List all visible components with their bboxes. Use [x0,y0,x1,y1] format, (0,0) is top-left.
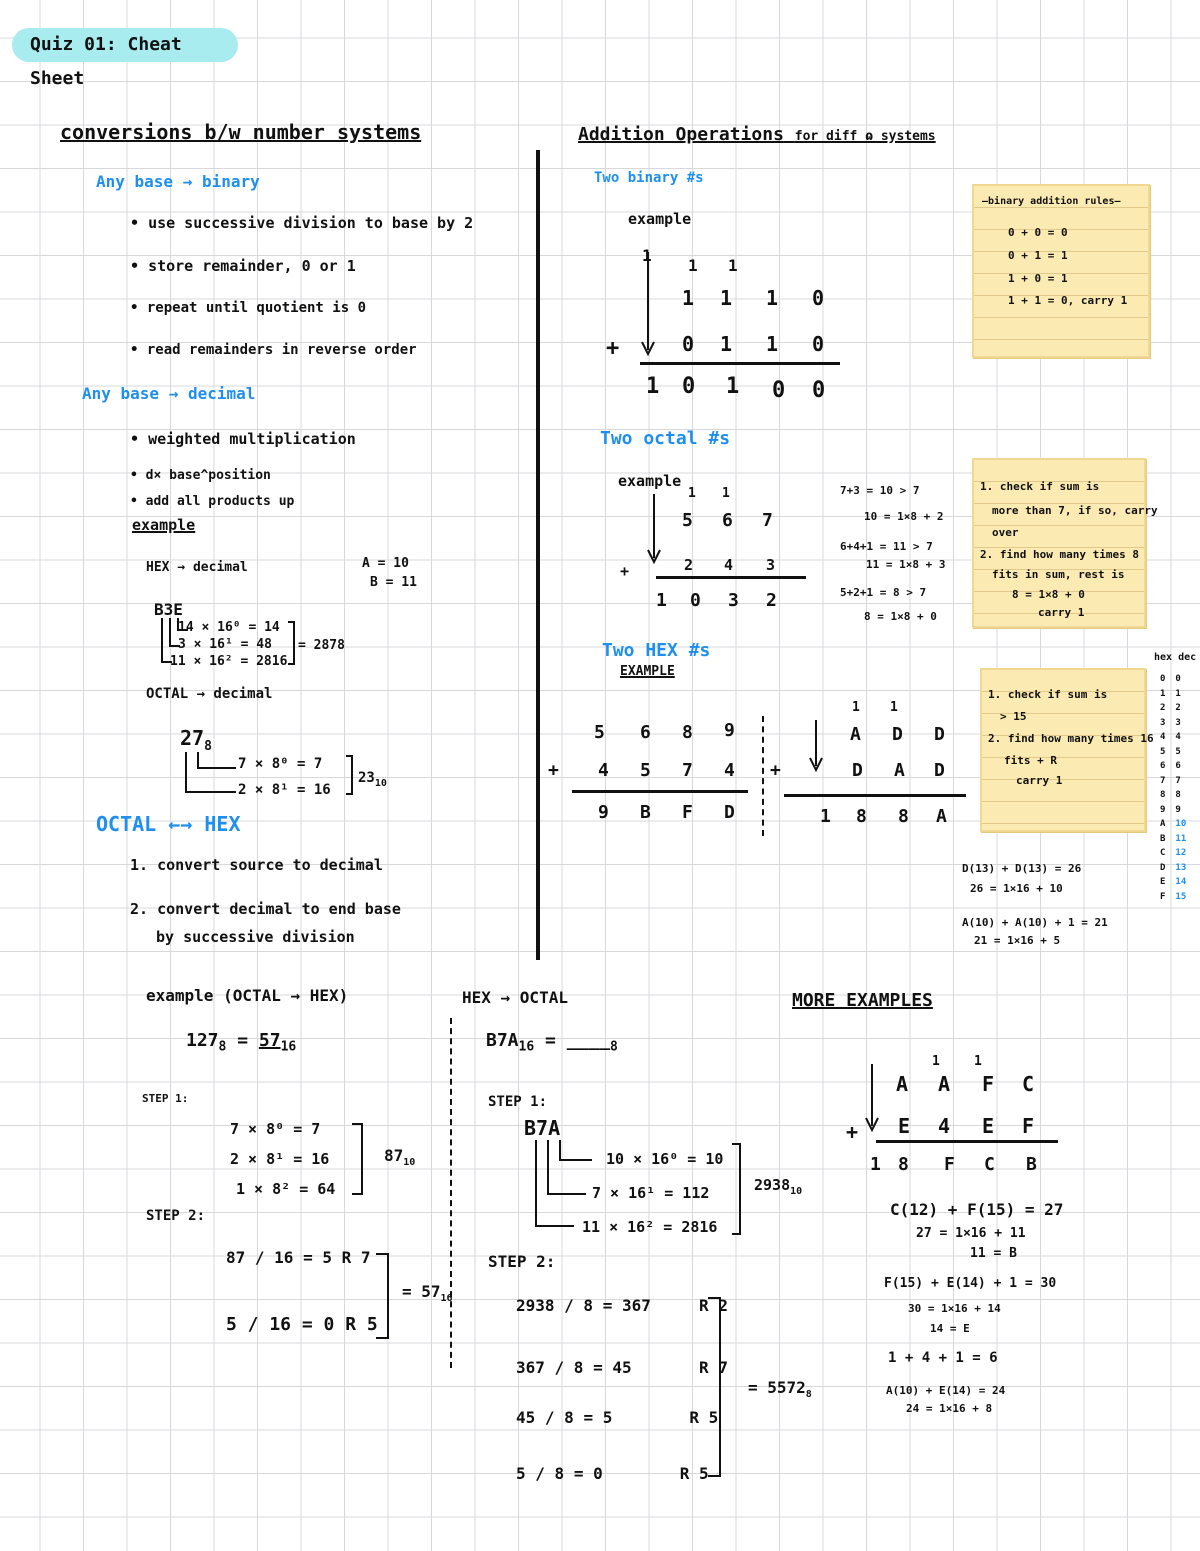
hexR-row2-d3: D [934,760,945,781]
hex-table-row [1160,817,1198,832]
decimal-bullet-2: • d× base^position [130,468,271,483]
hex-oct-step1-result: $2938_{10}$ [754,1176,803,1197]
hex-table-row [1160,875,1198,890]
binary-carry-2: 1 [688,256,698,275]
more-carry-1: 1 [932,1054,940,1069]
hex-table-decimal: 12 [1175,848,1187,858]
octal-side-2: 10 = 1×8 + 2 [864,510,944,523]
octal-note-2: more than 7, if so, carry [992,504,1158,517]
hex-number: B3E [154,600,183,619]
oct-hex-step2-result: = $57_{16}$ [402,1282,453,1305]
hex-side-3: A(10) + A(10) + 1 = 21 [962,916,1108,929]
binary-row1-d2: 1 [720,286,733,310]
hex-note-3: 2. find how many times 16 [988,732,1154,745]
binary-row2-d1: 0 [682,332,695,356]
hex-note-1: 1. check if sum is [988,688,1108,701]
hex-table-row [1160,745,1198,760]
hex-table-decimal: 13 [1175,862,1187,873]
more-note-5: 30 = 1×16 + 14 [908,1302,1001,1315]
hex-table-digit: 8 [1160,790,1166,800]
hexR-carry-2: 1 [890,700,898,715]
hex-table-title: hex dec [1154,652,1197,663]
octal-carry-arrow [646,492,666,572]
hex-oct-label: HEX → OCTAL [462,988,568,1007]
binary-res-d1: 1 [646,374,660,399]
more-row2-d1: E [898,1114,911,1138]
hex-oct-equation: $B7A_{16}$ = $\_\_\_\__8$ [486,1030,618,1055]
hex-aside-a: A = 10 [362,556,409,571]
hex-table-digit: 6 [1160,761,1166,771]
hex-table-decimal: 10 [1175,819,1187,829]
hex-table-row [1160,774,1198,789]
binary-rules-note [972,184,1150,358]
hex-table-decimal: 7 [1175,775,1181,786]
more-row2-d2: 4 [938,1114,951,1138]
more-carry-2: 1 [974,1054,982,1069]
conversions-heading: conversions b/w number systems [60,120,422,144]
hex-table-row [1160,687,1198,702]
hex-table-row [1160,846,1198,861]
hex-oct-step1-line2: 7 × 16¹ = 112 [592,1184,710,1202]
binary-bullet-4: • read remainders in reverse order [130,342,417,358]
more-row1-d2: A [938,1072,951,1096]
more-res-d5: B [1026,1154,1037,1175]
octal-example-label: example [618,472,682,490]
hex-table-digit: B [1160,833,1166,844]
hexL-res-d3: F [682,802,693,823]
binary-carry-1: 1 [642,246,652,265]
hex-table-digit: 1 [1160,688,1166,699]
hex-rules-note [980,668,1154,832]
hex-table-digit: 5 [1160,746,1166,757]
octal-carry-1: 1 [688,486,696,501]
octal-note-8: carry 1 [1038,606,1085,619]
more-note-7: 1 + 4 + 1 = 6 [888,1350,998,1366]
binary-rules-title: —binary addition rules— [982,196,1121,207]
hexR-row1-d1: A [850,724,861,745]
oct-hex-step1-bracket [350,1122,370,1202]
hex-oct-step1-label: STEP 1: [488,1094,548,1110]
octal-note-4: 2. find how many times 8 [980,548,1139,561]
binary-rule-2: 0 + 1 = 1 [1008,249,1068,262]
hex-side-2: 26 = 1×16 + 10 [970,882,1063,895]
oct-hex-example-label: example (OCTAL → HEX) [146,986,349,1005]
octal-side-1: 7+3 = 10 > 7 [840,484,920,497]
hex-table-decimal: 4 [1175,732,1181,742]
binary-res-d2: 0 [682,374,696,399]
octal-row1-d3: 7 [762,510,773,531]
hexR-res-d4: A [936,806,947,827]
hexL-row2-d4: 4 [724,760,735,781]
hexR-res-d3: 8 [898,806,909,827]
more-note-1: C(12) + F(15) = 27 [890,1200,1064,1219]
more-res-d3: F [944,1154,955,1175]
hex-line-3: 11 × 16² = 2816 [170,654,288,669]
binary-bullet-2: • store remainder, 0 or 1 [130,257,356,275]
oct-hex-step1-line3: 1 × 8² = 64 [236,1180,336,1198]
hexL-row1-d3: 8 [682,722,693,743]
column-divider [536,150,540,960]
hexR-row2-d2: A [894,760,905,781]
more-res-d2: 8 [898,1154,909,1175]
more-res-d4: C [984,1154,995,1175]
hex-result: = 2878 [298,638,345,653]
more-note-4: F(15) + E(14) + 1 = 30 [884,1276,1057,1291]
hex-side-1: D(13) + D(13) = 26 [962,862,1082,875]
more-sum-line [876,1140,1058,1143]
hex-oct-div-1: 2938 / 8 = 367 R 2 [516,1296,728,1315]
more-row2-d3: E [982,1114,995,1138]
octal-number: $27_8$ [180,726,212,754]
hexR-plus: + [770,760,781,781]
octal-side-4: 11 = 1×8 + 3 [866,558,946,571]
more-note-6: 14 = E [930,1322,970,1335]
hex-table [1160,672,1198,912]
more-row1-d1: A [896,1072,909,1096]
hex-oct-step2-result: = $5572_8$ [748,1378,812,1401]
hex-oct-step2-bracket [706,1296,730,1486]
octal-row1-d2: 6 [722,510,733,531]
hex-table-row [1160,788,1198,803]
hexR-res-d1: 1 [820,806,831,827]
octal-add-heading: Two octal #s [600,428,731,449]
hex-table-decimal: 8 [1175,790,1181,800]
hex-table-digit: C [1160,848,1166,858]
oct-hex-step2-line1: 87 / 16 = 5 R 7 [226,1248,371,1267]
hexL-plus: + [548,760,559,781]
more-plus: + [846,1120,859,1144]
octal-hex-step-1: 1. convert source to decimal [130,856,383,874]
hex-table-digit: 2 [1160,703,1166,713]
hex-table-digit: A [1160,819,1166,829]
hexL-row1-d4: 9 [724,720,735,741]
addition-heading: Addition Operations for diff ɷ systems [578,124,936,145]
hex-table-digit: D [1160,862,1166,873]
binary-carry-arrow [640,250,660,360]
octal-side-6: 8 = 1×8 + 0 [864,610,937,623]
hexL-row1-d2: 6 [640,722,651,743]
hexR-carry-1: 1 [852,700,860,715]
hex-oct-div-4: 5 / 8 = 0 R 5 [516,1464,709,1483]
hex-table-row [1160,672,1198,687]
hexL-res-d4: D [724,802,735,823]
octal-hex-heading: OCTAL ←→ HEX [96,812,241,836]
more-note-8: A(10) + E(14) = 24 [886,1384,1006,1397]
octal-res-d2: 0 [690,590,701,611]
octal-carry-2: 1 [722,486,730,501]
binary-carry-3: 1 [728,256,738,275]
octal-hex-step-2b: by successive division [156,928,355,946]
hex-oct-div-3: 45 / 8 = 5 R 5 [516,1408,719,1427]
decimal-bullet-3: • add all products up [130,494,295,509]
binary-sum-line [640,362,840,365]
binary-bullet-3: • repeat until quotient is 0 [130,300,367,316]
hex-table-decimal: 5 [1175,746,1181,757]
hex-table-decimal: 6 [1175,761,1181,771]
hex-table-decimal: 3 [1175,717,1181,728]
hex-add-heading: Two HEX #s [602,640,711,661]
hex-decimal-label: HEX → decimal [146,560,248,575]
octal-row2-d1: 2 [684,556,694,574]
hex-table-decimal: 15 [1175,891,1187,902]
octal-rules-note [972,458,1158,628]
hex-note-5: carry 1 [1016,774,1063,787]
more-row2-d4: F [1022,1114,1035,1138]
binary-row1-d3: 1 [766,286,779,310]
hexL-row1-d1: 5 [594,722,605,743]
hex-table-digit: 9 [1160,804,1166,815]
binary-row1-d1: 1 [682,286,695,310]
more-row1-d4: C [1022,1072,1035,1096]
oct-hex-step1-label: STEP 1: [142,1092,189,1105]
hex-table-digit: F [1160,891,1166,902]
any-to-decimal-heading: Any base → decimal [82,384,256,403]
oct-hex-step2-bracket [374,1252,398,1348]
oct-hex-step1-line2: 2 × 8¹ = 16 [230,1150,330,1168]
octal-side-3: 6+4+1 = 11 > 7 [840,540,933,553]
binary-rule-4: 1 + 1 = 0, carry 1 [1008,294,1128,307]
hex-table-digit: 3 [1160,717,1166,728]
octal-row2-d2: 4 [724,556,734,574]
example-label: example [132,516,196,534]
hexL-res-d2: B [640,802,651,823]
binary-rule-3: 1 + 0 = 1 [1008,272,1068,285]
binary-res-d4: 0 [772,378,786,403]
hexL-row2-d2: 5 [640,760,651,781]
binary-bullet-1: • use successive division to base by 2 [130,214,474,232]
page-title: Quiz 01: Cheat Sheet [12,28,238,62]
hex-oct-div-2: 367 / 8 = 45 R 7 [516,1358,728,1377]
hex-line-1: 14 × 16⁰ = 14 [178,620,280,635]
hex-table-row [1160,890,1198,905]
hex-table-digit: 7 [1160,775,1166,786]
hex-oct-step2-label: STEP 2: [488,1252,556,1271]
oct-hex-step1-line1: 7 × 8⁰ = 7 [230,1120,321,1138]
octal-note-7: 8 = 1×8 + 0 [1012,588,1085,601]
hexL-row2-d3: 7 [682,760,693,781]
hexR-row2-d1: D [852,760,863,781]
octal-res-d1: 1 [656,590,667,611]
hexR-carry-arrow [808,718,828,778]
octal-side-5: 5+2+1 = 8 > 7 [840,586,927,599]
more-note-9: 24 = 1×16 + 8 [906,1402,993,1415]
more-note-3: 11 = B [970,1246,1017,1261]
decimal-bullet-1: • weighted multiplication [130,430,356,448]
hex-table-row [1160,730,1198,745]
octal-row1-d1: 5 [682,510,693,531]
binary-row2-d3: 1 [766,332,779,356]
hex-aside-b: B = 11 [370,575,417,590]
octal-line-1: 7 × 8⁰ = 7 [238,756,323,772]
binary-row2-d4: 0 [812,332,825,356]
binary-rule-1: 0 + 0 = 0 [1008,226,1068,239]
hexR-res-d2: 8 [856,806,867,827]
hex-table-decimal: 1 [1175,688,1181,699]
hex-table-digit: 4 [1160,732,1166,742]
hexR-sum-line [784,794,966,797]
binary-res-d5: 0 [812,378,826,403]
hex-table-decimal: 0 [1175,674,1181,684]
more-res-d1: 1 [870,1154,881,1175]
hex-table-row [1160,716,1198,731]
octal-res-d3: 3 [728,590,739,611]
hexR-row1-d3: D [934,724,945,745]
binary-plus: + [606,336,620,361]
octal-sum-line [656,576,806,579]
any-to-binary-heading: Any base → binary [96,172,260,191]
hex-example-label: EXAMPLE [620,664,675,679]
octal-line-2: 2 × 8¹ = 16 [238,782,331,798]
binary-row2-d2: 1 [720,332,733,356]
oct-hex-equation: $127_8 = 57_{16}$ [186,1030,297,1055]
hex-line-2: 3 × 16¹ = 48 [178,637,272,652]
octal-decimal-label: OCTAL → decimal [146,686,273,702]
hex-oct-step1-line3: 11 × 16² = 2816 [582,1218,718,1236]
hexR-row1-d2: D [892,724,903,745]
more-note-2: 27 = 1×16 + 11 [916,1226,1026,1241]
oct-hex-step2-label: STEP 2: [146,1208,206,1224]
hexL-res-d1: 9 [598,802,609,823]
hex-table-digit: E [1160,877,1166,887]
hex-side-4: 21 = 1×16 + 5 [974,934,1061,947]
hex-table-decimal: 2 [1175,703,1181,713]
hex-table-row [1160,832,1198,847]
hex-table-row [1160,803,1198,818]
hexL-row2-d1: 4 [598,760,609,781]
binary-example-label: example [628,210,692,228]
octal-result: $23_{10}$ [358,770,387,789]
binary-res-d3: 1 [726,374,740,399]
hex-table-row [1160,701,1198,716]
oct-hex-step2-line2: 5 / 16 = 0 R 5 [226,1314,378,1335]
octal-plus: + [620,562,630,580]
octal-hex-step-2: 2. convert decimal to end base [130,900,401,918]
oct-hex-step1-result: $87_{10}$ [384,1146,416,1169]
hex-table-decimal: 14 [1175,877,1187,887]
hex-examples-divider [762,716,764,836]
hex-table-digit: 0 [1160,674,1166,684]
binary-row1-d4: 0 [812,286,825,310]
more-examples-heading: MORE EXAMPLES [792,990,933,1011]
octal-note-3: over [992,526,1019,539]
octal-row2-d3: 3 [766,556,776,574]
octal-note-1: 1. check if sum is [980,480,1100,493]
octal-res-d4: 2 [766,590,777,611]
hex-oct-step1-line1: 10 × 16⁰ = 10 [606,1150,724,1168]
hex-table-row [1160,861,1198,876]
octal-note-5: fits in sum, rest is [992,568,1125,581]
more-carry-arrow [864,1062,884,1142]
bottom-divider [450,1018,452,1368]
hex-table-decimal: 9 [1175,804,1181,815]
hex-note-2: > 15 [1000,710,1027,723]
hex-oct-number: B7A [524,1116,561,1140]
binary-add-heading: Two binary #s [594,170,704,186]
hex-table-decimal: 11 [1175,833,1187,844]
more-row1-d3: F [982,1072,995,1096]
hex-table-row [1160,759,1198,774]
hex-note-4: fits + R [1004,754,1057,767]
hexL-sum-line [572,790,748,793]
